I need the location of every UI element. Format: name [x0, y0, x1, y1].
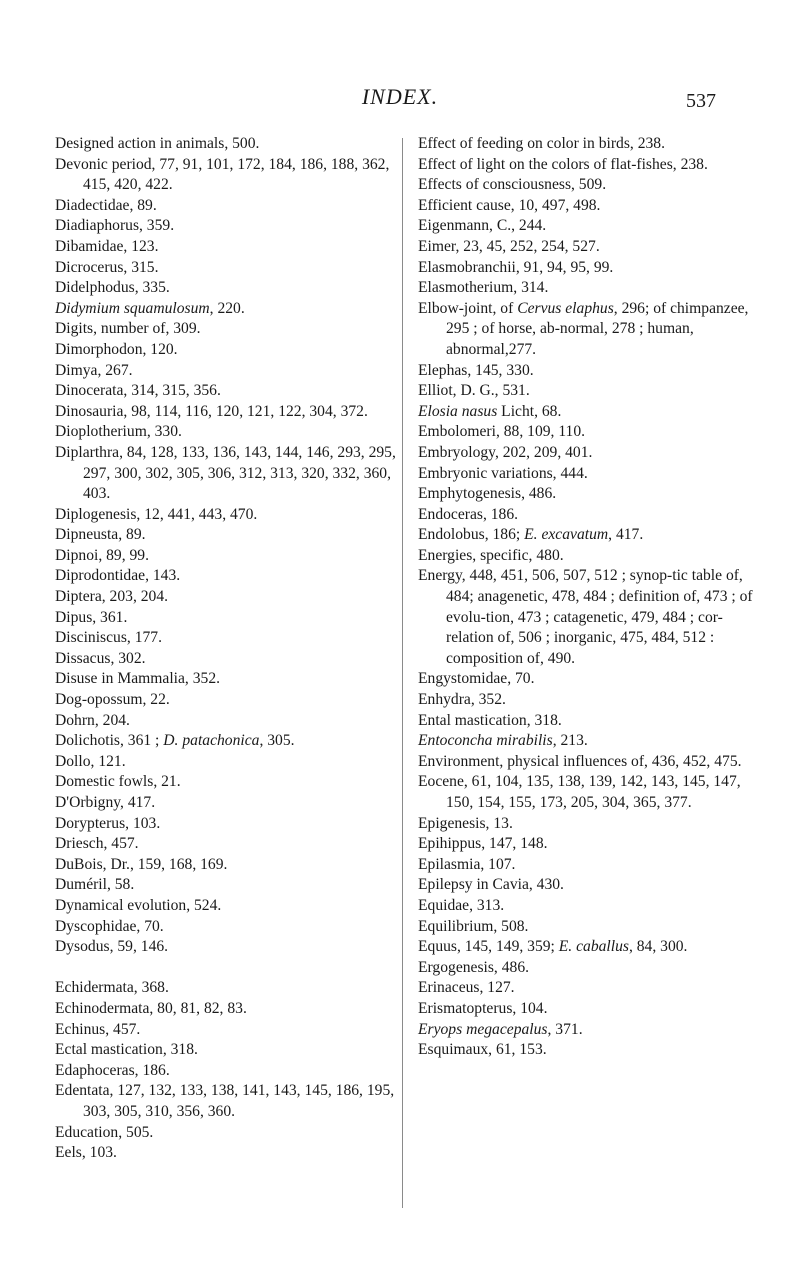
index-entry-text: Designed action in animals, 500. — [55, 135, 260, 152]
index-entry — [418, 278, 763, 299]
index-entry — [418, 155, 763, 176]
index-entry-text: Education, 505. — [55, 1123, 154, 1141]
index-entry-text: Effect of light on the colors of flat-fishes, 238. — [418, 155, 708, 173]
index-entry-text: Efficient cause, 10, 497, 498. — [418, 196, 601, 214]
index-entry-text: , 296; of chimpanzee, 295 ; of horse, ab-normal, 278 ; human, abnormal,277. — [446, 299, 749, 358]
index-entry-text: Dorypterus, 103. — [55, 814, 161, 832]
index-entry — [55, 978, 400, 999]
index-entry — [418, 958, 763, 979]
index-entry-text: Embolomeri, 88, 109, 110. — [418, 423, 586, 441]
index-entry-text: , 213. — [552, 732, 588, 750]
index-entry-text: Dolichotis, 361 ; — [55, 732, 164, 750]
index-entry-text: Diadiaphorus, 359. — [55, 217, 175, 235]
index-entry-text: Diptera, 203, 204. — [55, 588, 169, 606]
index-entry — [55, 814, 400, 835]
index-entry — [55, 134, 400, 155]
index-entry — [418, 1040, 763, 1061]
index-entry-text: Epilasmia, 107. — [418, 855, 516, 873]
index-entry-text: Ergogenesis, 486. — [418, 958, 530, 976]
index-entry — [55, 917, 400, 938]
index-entry-text: Emphytogenesis, 486. — [418, 485, 557, 503]
index-entry-text: Elasmotherium, 314. — [418, 279, 549, 297]
index-entry-text: DuBois, Dr., 159, 168, 169. — [55, 855, 228, 873]
index-entry-text: Erismatopterus, 104. — [418, 999, 548, 1017]
index-entry — [418, 505, 763, 526]
index-entry-text: Disuse in Mammalia, 352. — [55, 670, 221, 688]
index-entry — [418, 443, 763, 464]
index-entry-text: Environment, physical influences of, 436, 452, 475. — [418, 752, 742, 770]
index-entry — [55, 937, 400, 958]
index-entry — [418, 525, 763, 546]
index-entry-text: Embryonic variations, 444. — [418, 464, 588, 482]
index-entry — [418, 978, 763, 999]
index-column-left — [55, 134, 400, 1164]
index-entry-text: Echinodermata, 80, 81, 82, 83. — [55, 999, 247, 1017]
index-entry — [418, 711, 763, 732]
index-entry-text: Devonic period, 77, 91, 101, 172, 184, 186, 188, 362, 415, 420, 422. — [55, 155, 390, 194]
index-entry-text: Engystomidae, 70. — [418, 670, 535, 688]
index-entry-text: Dysodus, 59, 146. — [55, 938, 169, 956]
index-entry — [55, 443, 400, 505]
index-entry-text: Epigenesis, 13. — [418, 814, 513, 832]
index-entry — [418, 402, 763, 423]
index-entry-text: Dyscophidae, 70. — [55, 917, 164, 935]
running-title: INDEX. — [361, 84, 439, 109]
index-entry-text: Elbow-joint, of — [418, 299, 518, 317]
index-entry-text: Elephas, 145, 330. — [418, 361, 534, 379]
index-entry-text: Eels, 103. — [55, 1144, 117, 1162]
index-entry — [418, 361, 763, 382]
index-entry-text: Licht, 68. — [497, 402, 562, 420]
index-entry — [418, 855, 763, 876]
index-entry — [418, 896, 763, 917]
index-entry-text: Dog-opossum, 22. — [55, 691, 170, 709]
index-entry-text: Didelphodus, 335. — [55, 279, 170, 297]
index-entry — [55, 237, 400, 258]
index-entry — [55, 587, 400, 608]
index-entry — [55, 772, 400, 793]
letter-section-gap — [55, 958, 400, 979]
index-entry — [55, 381, 400, 402]
index-entry — [55, 628, 400, 649]
index-entry-text: Dinocerata, 314, 315, 356. — [55, 382, 221, 400]
index-entry-text: Equilibrium, 508. — [418, 917, 529, 935]
index-entry-text: Epilepsy in Cavia, 430. — [418, 876, 564, 894]
index-entry-text: Domestic fowls, 21. — [55, 773, 181, 791]
index-entry — [55, 1143, 400, 1164]
index-entry-text: Equidae, 313. — [418, 896, 505, 914]
index-entry-text: Endolobus, 186; — [418, 526, 525, 544]
index-entry — [418, 299, 763, 361]
index-entry-text: Endoceras, 186. — [418, 505, 519, 523]
index-entry — [55, 422, 400, 443]
index-column-right — [418, 134, 763, 1061]
index-entry — [418, 875, 763, 896]
index-entry — [55, 340, 400, 361]
index-entry — [55, 752, 400, 773]
index-entry-text: Dimorphodon, 120. — [55, 340, 178, 358]
page-number: 537 — [686, 90, 716, 112]
index-entry-text: Edentata, 127, 132, 133, 138, 141, 143, 145, 186, 195, 303, 305, 310, 356, 360. — [55, 1082, 395, 1120]
index-entry-italic-text: D. patachonica — [163, 732, 260, 750]
index-entry — [418, 566, 763, 669]
index-entry — [418, 1020, 763, 1041]
index-entry — [418, 175, 763, 196]
index-entry — [55, 834, 400, 855]
index-entry-text: Ectal mastication, 318. — [55, 1041, 198, 1059]
index-entry-text: , 417. — [608, 526, 644, 544]
running-head — [0, 84, 800, 124]
index-entry — [418, 731, 763, 752]
index-entry — [55, 525, 400, 546]
index-entry — [55, 896, 400, 917]
index-entry-text: Dibamidae, 123. — [55, 237, 159, 255]
index-entry — [418, 258, 763, 279]
index-entry — [55, 402, 400, 423]
index-entry-text: Dissacus, 302. — [55, 649, 146, 667]
column-divider — [402, 138, 403, 1208]
index-entry — [55, 999, 400, 1020]
index-entry — [55, 1061, 400, 1082]
index-entry — [55, 196, 400, 217]
index-entry — [418, 690, 763, 711]
index-entry — [418, 546, 763, 567]
index-entry-italic-text: Didymium squamulosum — [55, 299, 210, 317]
index-entry-text: , 220. — [209, 299, 245, 317]
index-entry-text: , 371. — [547, 1020, 583, 1038]
index-entry — [55, 793, 400, 814]
index-entry — [55, 278, 400, 299]
index-entry — [55, 361, 400, 382]
index-entry-text: D'Orbigny, 417. — [55, 794, 156, 811]
index-entry — [418, 422, 763, 443]
index-entry-text: Eigenmann, C., 244. — [418, 217, 547, 235]
index-entry — [55, 875, 400, 896]
index-entry-italic-text: Entoconcha mirabilis — [418, 732, 553, 750]
index-entry-text: , 305. — [259, 732, 295, 750]
index-entry — [418, 134, 763, 155]
index-entry — [55, 711, 400, 732]
index-entry-text: Dipnoi, 89, 99. — [55, 546, 149, 564]
index-entry — [418, 484, 763, 505]
index-entry — [418, 999, 763, 1020]
index-entry-text: Digits, number of, 309. — [55, 320, 201, 338]
index-entry-text: Diplogenesis, 12, 441, 443, 470. — [55, 505, 258, 523]
index-entry-text: Eimer, 23, 45, 252, 254, 527. — [418, 237, 600, 255]
index-entry-text: Dohrn, 204. — [55, 711, 130, 729]
index-entry-text: Enhydra, 352. — [418, 691, 506, 709]
index-entry-text: Diadectidae, 89. — [55, 196, 157, 214]
index-entry-italic-text: Eryops megacepalus — [418, 1020, 548, 1038]
index-entry — [55, 216, 400, 237]
index-entry — [55, 649, 400, 670]
index-entry-text: Eocene, 61, 104, 135, 138, 139, 142, 143, 145, 147, 150, 154, 155, 173, 205, 304, 365, 377. — [418, 773, 741, 811]
index-entry-text: Effects of consciousness, 509. — [418, 176, 607, 194]
index-entry-text: Dinosauria, 98, 114, 116, 120, 121, 122, 304, 372. — [55, 402, 368, 420]
index-entry-text: Echinus, 457. — [55, 1020, 141, 1038]
index-entry-text: Effect of feeding on color in birds, 238. — [418, 135, 665, 152]
index-entry — [418, 814, 763, 835]
index-entry-text: Embryology, 202, 209, 401. — [418, 443, 593, 461]
index-entry — [55, 855, 400, 876]
index-entry-text: Erinaceus, 127. — [418, 979, 515, 997]
index-entry — [418, 917, 763, 938]
index-entry — [418, 834, 763, 855]
index-entry — [418, 216, 763, 237]
index-entry — [418, 772, 763, 813]
index-entry-text: Elasmobranchii, 91, 94, 95, 99. — [418, 258, 614, 276]
index-entry-italic-text: E. caballus — [558, 938, 629, 956]
index-entry-text: Dipus, 361. — [55, 608, 128, 626]
index-entry-text: Echidermata, 368. — [55, 979, 169, 997]
index-entry — [55, 1040, 400, 1061]
index-entry — [55, 669, 400, 690]
index-entry-italic-text: E. excavatum — [524, 526, 609, 544]
index-entry — [418, 752, 763, 773]
index-entry-text: Disciniscus, 177. — [55, 629, 162, 647]
index-entry-text: Energy, 448, 451, 506, 507, 512 ; synop-tic table of, 484; anagenetic, 478, 484 ; definition of, 473 ; of evolu-tion, 473 ; catagenetic, 479, 484 ; cor-relation of, 506 ; inorganic, 475, 484, 512 : composition of, 490. — [418, 567, 753, 667]
index-entry — [55, 1020, 400, 1041]
index-entry-text: Equus, 145, 149, 359; — [418, 938, 559, 956]
index-entry-text: Ental mastication, 318. — [418, 711, 562, 729]
index-entry-italic-text: Cervus elaphus — [517, 299, 614, 317]
index-entry-text: Esquimaux, 61, 153. — [418, 1041, 547, 1059]
index-entry-text: Dynamical evolution, 524. — [55, 896, 222, 914]
index-entry — [418, 196, 763, 217]
index-entry — [55, 155, 400, 196]
index-entry — [55, 319, 400, 340]
index-entry-text: , 84, 300. — [628, 938, 688, 956]
index-entry-text: Elliot, D. G., 531. — [418, 382, 530, 400]
index-entry — [418, 237, 763, 258]
index-entry — [55, 690, 400, 711]
index-entry-text: Dollo, 121. — [55, 752, 126, 770]
index-entry — [418, 669, 763, 690]
index-entry-text: Epihippus, 147, 148. — [418, 835, 548, 853]
index-entry-italic-text: Elosia nasus — [418, 402, 498, 420]
index-entry — [418, 464, 763, 485]
index-entry — [55, 566, 400, 587]
index-entry-text: Diplarthra, 84, 128, 133, 136, 143, 144, 146, 293, 295, 297, 300, 302, 305, 306, 312, 313, 320, 332, 360, 403. — [55, 443, 396, 503]
index-entry — [55, 299, 400, 320]
index-entry — [55, 505, 400, 526]
index-entry-text: Diprodontidae, 143. — [55, 567, 181, 585]
index-entry-text: Driesch, 457. — [55, 835, 139, 853]
index-entry — [55, 258, 400, 279]
index-entry-text: Energies, specific, 480. — [418, 546, 564, 564]
index-entry-text: Edaphoceras, 186. — [55, 1061, 170, 1079]
index-entry-text: Duméril, 58. — [55, 876, 135, 894]
index-entry-text: Dioplotherium, 330. — [55, 423, 182, 441]
index-entry-text: Dipneusta, 89. — [55, 526, 146, 544]
index-entry-text: Dicrocerus, 315. — [55, 258, 159, 276]
index-entry — [418, 937, 763, 958]
index-entry — [418, 381, 763, 402]
index-entry — [55, 1081, 400, 1122]
index-entry-text: Dimya, 267. — [55, 361, 133, 379]
index-entry — [55, 731, 400, 752]
index-entry — [55, 1123, 400, 1144]
index-entry — [55, 608, 400, 629]
index-entry — [55, 546, 400, 567]
